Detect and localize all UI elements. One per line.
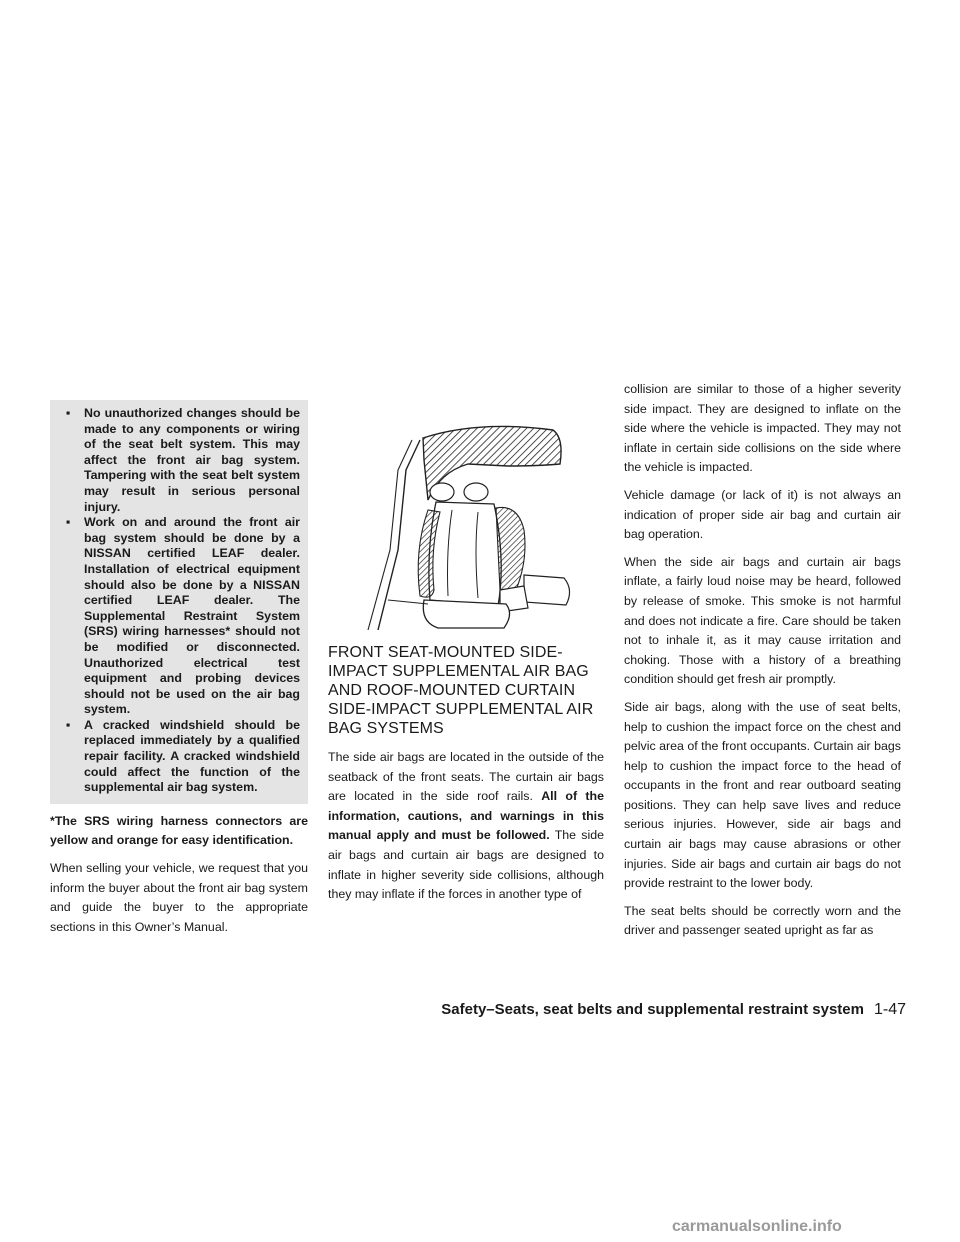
body-paragraph: Vehicle damage (or lack of it) is not always an indication of proper side air bag and curtain air bag operation. [624, 487, 901, 542]
seat-airbag-illustration [328, 400, 604, 630]
warning-item: ▪ Work on and around the front air bag system should be done by a NISSAN certified LEAF dealer. Installation of electrical equipment should also be done by a NISSAN certified LEAF dealer. The Supplemental Restraint System (SRS) wiring harnesses* should not be modified or disconnected. Unauthorized electrical test equipment and probing devices should not be used on the air bag system. [66, 515, 300, 717]
bullet-icon: ▪ [66, 717, 71, 732]
page-number: 1-47 [873, 1001, 906, 1018]
middle-column [328, 400, 604, 913]
body-paragraph: When the side air bags and curtain air bags inflate, a fairly loud noise may be heard, followed by release of smoke. This smoke is not harmful and does not indicate a fire. Care should be taken not to inhale it, as it may cause irritation and choking. Those with a history of a breathing condition should get fresh air promptly. [624, 554, 901, 687]
footer-section-title: Safety–Seats, seat belts and supplemental restraint system [441, 1001, 864, 1018]
bullet-icon: ▪ [66, 515, 71, 530]
page-footer [396, 1001, 906, 1019]
section-title: FRONT SEAT-MOUNTED SIDE-IMPACT SUPPLEMENTAL AIR BAG AND ROOF-MOUNTED CURTAIN SIDE-IMPACT SUPPLEMENTAL AIR BAG SYSTEMS [328, 644, 594, 737]
warning-list [58, 406, 300, 796]
srs-footnote: *The SRS wiring harness connectors are yellow and orange for easy identification. [50, 813, 308, 848]
right-column [624, 380, 901, 949]
left-column [50, 400, 308, 945]
warning-item: ▪ A cracked windshield should be replaced immediately by a qualified repair facility. A cracked windshield could affect the function of the supplemental air bag system. [66, 717, 300, 795]
body-paragraph: The seat belts should be correctly worn and the driver and passenger seated upright as far as [624, 903, 901, 938]
body-paragraph: Side air bags, along with the use of seat belts, help to cushion the impact force on the chest and pelvic area of the front occupants. Curtain air bags help to cushion the impact force to the head of occupants in the front and rear outboard seating positions. They can help save lives and reduce serious injuries. However, side air bags and curtain air bags may cause abrasions or other injuries. Side air bags and curtain air bags do not provide restraint to the lower body. [624, 699, 901, 891]
warning-box [50, 400, 308, 804]
intro-paragraph: The side air bags are located in the outside of the seatback of the front seats. The curtain air bags are located in the side roof rails. All of the information, cautions, and warnings in this manual apply and must be followed. The side air bags and curtain air bags are designed to inflate in higher severity side collisions, although they may inflate if the forces in another type of [328, 750, 605, 902]
watermark: carmanualsonline.info [672, 1218, 842, 1235]
warning-item: ▪ No unauthorized changes should be made to any components or wiring of the seat belt system. This may affect the front air bag system. Tampering with the seat belt system may result in serious personal injury. [66, 406, 300, 514]
selling-paragraph: When selling your vehicle, we request that you inform the buyer about the front air bag system and guide the buyer to the appropriate sections in this Owner’s Manual. [50, 861, 308, 934]
body-paragraph: collision are similar to those of a higher severity side impact. They are designed to inflate on the side where the vehicle is impacted. They may not inflate in certain side collisions on the side where the vehicle is impacted. [624, 382, 901, 475]
intro-bold-text: All of the information, cautions, and warnings in this manual apply and must be followed. [328, 789, 604, 843]
bullet-icon: ▪ [66, 406, 71, 420]
